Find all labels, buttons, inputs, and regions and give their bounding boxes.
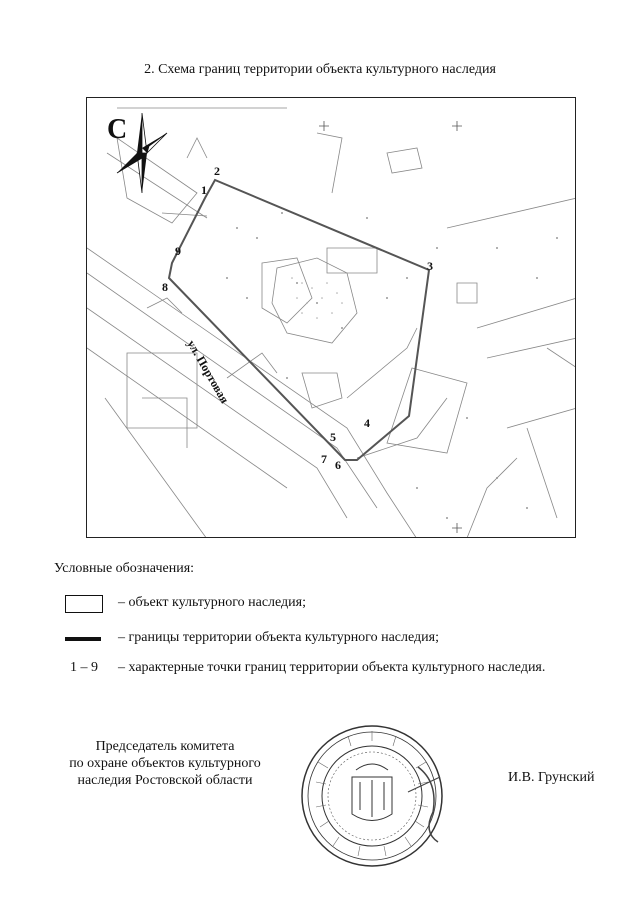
legend-object-text: – объект культурного наследия;: [118, 595, 306, 610]
position-line-1: Председатель комитета: [95, 739, 235, 754]
legend-title: Условные обозначения:: [54, 561, 195, 576]
boundary-map: [86, 97, 576, 538]
legend-object-symbol: [65, 595, 103, 613]
point-label-4: 4: [364, 416, 370, 430]
point-label-3: 3: [427, 259, 433, 273]
point-label-5: 5: [330, 430, 336, 444]
position-line-3: наследия Ростовской области: [77, 773, 253, 788]
point-label-6: 6: [335, 458, 341, 472]
legend-boundary-text: – границы территории объекта культурного наследия;: [118, 630, 439, 645]
signatory-name: И.В. Грунский: [508, 770, 595, 785]
north-label: С: [107, 114, 128, 145]
legend-boundary-symbol: [65, 637, 101, 641]
territory-boundary: [169, 180, 429, 460]
position-line-2: по охране объектов культурного: [69, 756, 261, 771]
point-label-9: 9: [175, 244, 181, 258]
street-label: ул. Портовая: [184, 337, 232, 406]
point-label-7: 7: [321, 452, 327, 466]
signature-position: [40, 738, 290, 789]
point-label-1: 1: [201, 183, 207, 197]
map-drawing: [87, 98, 576, 538]
point-label-2: 2: [214, 164, 220, 178]
official-seal-icon: [298, 722, 446, 870]
document-title: 2. Схема границ территории объекта культурного наследия: [144, 62, 496, 77]
legend-points-text: – характерные точки границ территории объекта культурного наследия.: [118, 660, 546, 675]
legend-points-key: 1 – 9: [70, 660, 98, 675]
point-label-8: 8: [162, 280, 168, 294]
